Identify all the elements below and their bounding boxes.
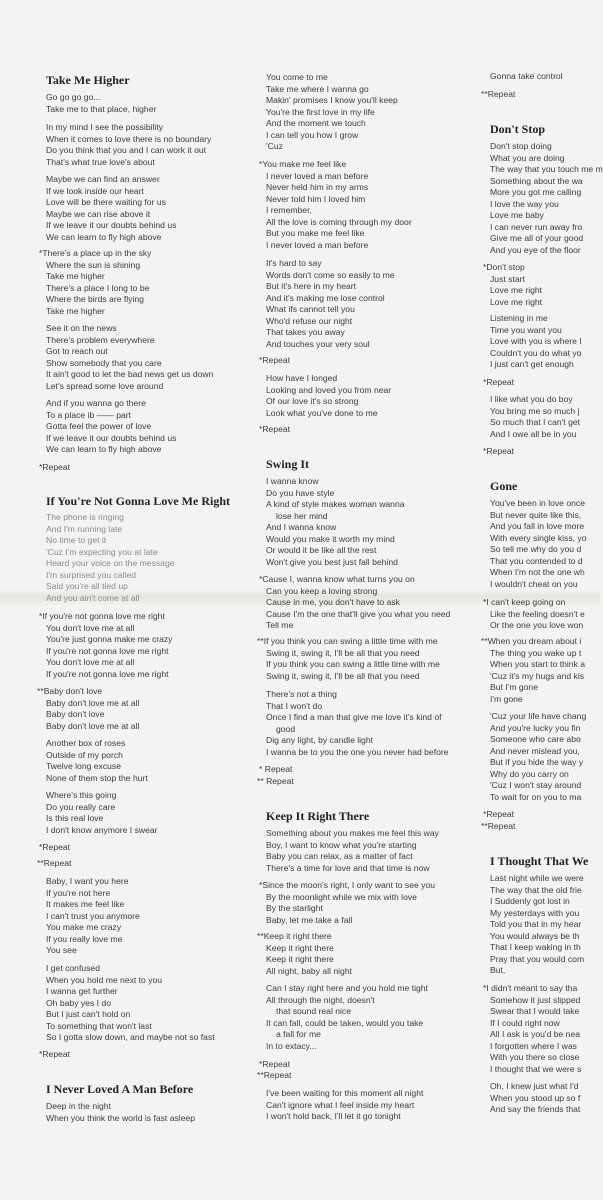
lyric-stanza: [39, 248, 152, 317]
lyric-line: With you there so close: [490, 1052, 580, 1062]
lyric-line: You're the first love in my life: [266, 106, 375, 117]
lyric-stanza: [259, 424, 291, 436]
lyric-line: a fall for me: [276, 1029, 321, 1039]
lyric-stanza: [46, 790, 158, 836]
lyric-line: It makes me feel like: [46, 899, 125, 909]
song-title: Take Me Higher: [46, 73, 130, 87]
lyric-line: Like the feeling doesn't e: [490, 608, 585, 619]
lyric-line: Take me to that place, higher: [46, 103, 157, 114]
lyric-line: Another box of roses: [46, 738, 126, 748]
lyric-line: The way that the old frie: [490, 884, 582, 895]
lyric-line: Got to reach out: [46, 346, 108, 356]
lyric-line: Once I find a man that give me love it's kind of: [266, 712, 442, 722]
lyric-line: Take me where I wanna go: [266, 83, 369, 94]
lyric-stanza: [39, 611, 173, 680]
lyric-line: Or the one you love won: [490, 620, 584, 630]
lyric-line: *If you're not gonna love me right: [39, 611, 165, 621]
lyric-line: Maybe we can rise above it: [46, 208, 151, 219]
lyric-line: Baby, let me take a fall: [266, 914, 353, 925]
lyric-line: Somehow it just slipped: [490, 994, 581, 1005]
lyric-line: When you hold me next to you: [46, 974, 163, 985]
lyric-line: If you really love me: [46, 933, 123, 944]
lyric-stanza: [46, 963, 215, 1044]
lyric-line: Deep in the night: [46, 1101, 111, 1111]
lyric-stanza: [490, 498, 586, 590]
lyric-line: Boy, I want to know what you're starting: [266, 839, 417, 850]
lyric-line: We can learn to fly high above: [46, 444, 162, 454]
lyric-line: I won't hold back, I'll let it go tonight: [266, 1111, 401, 1121]
lyric-line: I love the way you: [490, 198, 559, 209]
lyric-line: Take me higher: [46, 271, 105, 281]
lyric-line: **When you dream about i: [481, 636, 582, 646]
lyric-line: 'Cuz I'm expecting you at late: [46, 546, 158, 557]
lyric-line: Cause in me, you don't have to ask: [266, 597, 400, 607]
lyric-stanza: [490, 313, 582, 371]
lyric-line: Gonna take control: [490, 71, 563, 81]
lyric-line: All the love is coming through my door: [266, 216, 412, 227]
lyric-line: I thought that we were s: [490, 1063, 582, 1074]
lyric-line: All through the night, doesn't: [266, 994, 375, 1005]
lyric-line: If you're not gonna love me right: [46, 645, 169, 656]
lyric-line: I've been waiting for this moment all night: [266, 1088, 424, 1098]
song-title: I Never Loved A Man Before: [46, 1082, 194, 1096]
lyric-line: You would always be th: [490, 930, 580, 941]
lyric-line: Told you that in my hear: [490, 919, 582, 929]
lyric-line: Baby don't love me at all: [46, 697, 140, 708]
lyric-stanza: [39, 842, 71, 854]
lyric-stanza: [490, 71, 563, 83]
lyric-line: Would you make it worth my mind: [266, 533, 395, 544]
lyric-line: Take me higher: [46, 305, 105, 316]
lyric-line: *You make me feel like: [259, 159, 347, 169]
lyric-line: Looking and loved you from near: [266, 384, 392, 395]
lyric-stanza: [266, 72, 398, 153]
lyric-line: So I gotta slow down, and maybe not so fast: [46, 1032, 215, 1042]
lyric-stanza: [259, 159, 412, 251]
lyric-line: Or would it be like all the rest: [266, 545, 377, 555]
lyric-line: And say the friends that: [490, 1104, 581, 1114]
lyric-stanza: [481, 636, 586, 705]
lyric-line: Gotta feel the power of love: [46, 421, 152, 431]
lyric-line: Can't ignore what I feel inside my heart: [266, 1099, 415, 1110]
lyric-line: Don't stop doing: [490, 141, 552, 151]
lyric-stanza: [490, 711, 586, 803]
lyric-stanza: [37, 858, 72, 870]
lyric-line: Outside of my porch: [46, 749, 123, 760]
lyric-line: Why do you carry on: [490, 768, 569, 779]
lyric-line: How have I longed: [266, 373, 338, 383]
lyric-line: Just start: [490, 273, 525, 284]
lyric-stanza: [257, 1070, 292, 1082]
lyric-line: I wanna be to you the one you never had before: [266, 746, 449, 757]
lyric-line: When you think the world is fast asleep: [46, 1112, 196, 1123]
lyric-line: I Suddenly got lost in: [490, 896, 570, 906]
lyric-line: But if you hide the way y: [490, 757, 584, 767]
lyric-line: When you stood up so f: [490, 1092, 581, 1103]
lyric-stanza: [266, 983, 428, 1052]
lyric-line: All I ask is you'd be nea: [490, 1029, 581, 1039]
lyric-stanza: [266, 476, 405, 568]
lyric-stanza: [257, 636, 440, 682]
lyric-line: Keep it right there: [266, 942, 334, 953]
lyric-line: But you make me feel like: [266, 228, 365, 238]
lyric-line: Couldn't you do what yo: [490, 347, 582, 358]
lyric-line: But I just can't hold on: [46, 1009, 131, 1019]
lyric-line: *Repeat: [259, 355, 291, 365]
lyric-line: **Repeat: [481, 821, 516, 831]
lyric-line: That I keep waking in th: [490, 942, 581, 952]
lyric-line: *Repeat: [259, 1059, 291, 1069]
lyric-stanza: [483, 262, 543, 308]
lyric-line: Swing it, swing it, I'll be all that you need: [266, 670, 420, 681]
lyric-line: Look what you've done to me: [266, 407, 378, 418]
lyric-line: *Repeat: [259, 424, 291, 434]
lyric-stanza: [46, 92, 156, 115]
lyric-line: Baby, I want you here: [46, 876, 129, 886]
lyric-line: 'Cuz it's my hugs and kis: [490, 670, 585, 681]
lyric-line: I'm surprised you called: [46, 569, 137, 580]
lyric-line: There's problem everywhere: [46, 334, 155, 345]
lyric-line: Never held him in my arms: [266, 182, 369, 192]
lyric-stanza: [266, 689, 449, 758]
lyric-line: I don't know anymore I swear: [46, 824, 158, 835]
lyric-line: Baby you can relax, as a matter of fact: [266, 851, 413, 861]
lyric-line: That takes you away: [266, 327, 345, 337]
lyric-line: So tell me why do you d: [490, 544, 582, 554]
lyric-line: What ifs cannot tell you: [266, 304, 355, 314]
lyric-line: Time you want you: [490, 324, 562, 335]
lyric-line: Keep it right there: [266, 954, 334, 964]
lyric-line: There's a place I long to be: [46, 282, 150, 293]
lyric-line: Where the birds are flying: [46, 294, 144, 304]
lyric-line: *Repeat: [483, 377, 515, 387]
lyric-stanza: [46, 323, 213, 392]
lyric-line: By the starlight: [266, 903, 323, 913]
lyric-line: *Repeat: [39, 842, 71, 852]
lyric-stanza: [490, 873, 584, 977]
lyric-stanza: [39, 1049, 71, 1061]
lyric-line: Never told him I loved him: [266, 193, 366, 204]
lyric-line: That I won't do: [266, 700, 323, 711]
lyric-line: I remember,: [266, 205, 312, 215]
lyric-line: You don't love me at all: [46, 622, 135, 633]
lyric-line: Love will be there waiting for us: [46, 197, 166, 207]
lyric-line: Baby don't love: [46, 709, 105, 719]
lyric-line: **Repeat: [257, 1070, 292, 1080]
lyric-line: I never loved a man before: [266, 170, 369, 181]
lyric-line: And you're lucky you fin: [490, 722, 581, 733]
lyric-line: If we leave it our doubts behind us: [46, 220, 177, 230]
lyric-line: Where's this going: [46, 790, 117, 800]
lyric-line: **If you think you can swing a little time with me: [257, 636, 438, 646]
lyric-line: I wanna know: [266, 476, 319, 486]
lyric-line: *Repeat: [483, 809, 515, 819]
lyric-line: If you think you can swing a little time with me: [266, 659, 440, 669]
lyric-stanza: [490, 1081, 580, 1116]
lyric-line: **Repeat: [481, 89, 516, 99]
lyric-line: My yesterdays with you: [490, 907, 580, 918]
lyric-line: Baby don't love me at all: [46, 720, 140, 731]
lyric-line: None of them stop the hurt: [46, 772, 148, 783]
lyric-line: That's what true love's about: [46, 156, 155, 167]
lyric-line: In to extacy...: [266, 1040, 317, 1051]
lyric-line: And you fall in love more: [490, 521, 585, 531]
lyric-line: Where the sun is shining: [46, 259, 141, 270]
lyric-line: There's a time for love and that time is now: [266, 862, 430, 873]
lyric-stanza: [490, 141, 603, 256]
lyric-line: If you're not gonna love me right: [46, 668, 169, 679]
lyric-line: Do you think that you and I can work it out: [46, 145, 207, 155]
lyric-line: I wanna get further: [46, 986, 118, 996]
lyric-line: 'Cuz I won't stay around: [490, 780, 582, 790]
lyric-line: I get confused: [46, 963, 100, 973]
lyric-line: If you're not here: [46, 887, 111, 898]
lyric-line: Swing it, swing it, I'll be all that you need: [266, 647, 420, 658]
lyric-line: Who'd refuse our night: [266, 315, 353, 326]
lyric-line: There's not a thing: [266, 689, 337, 699]
lyric-stanza: [483, 446, 515, 458]
lyric-line: Of our love it's so strong: [266, 396, 359, 406]
lyric-line: Said you're all tied up: [46, 581, 128, 591]
lyric-stanza: [266, 1088, 423, 1123]
lyric-line: No time to get it: [46, 535, 107, 545]
lyric-stanza: [46, 174, 176, 243]
lyric-line: Dig any light, by candle light: [266, 735, 374, 745]
lyric-line: **Baby don't love: [37, 686, 103, 696]
lyrics-column-2: [257, 0, 486, 1200]
lyric-line: So much that I can't get: [490, 417, 581, 427]
lyric-line: Makin' promises I know you'll keep: [266, 95, 398, 105]
lyric-line: I just can't get enough: [490, 359, 574, 369]
lyric-line: You come to me: [266, 72, 328, 82]
lyric-line: Words don't come so easily to me: [266, 269, 395, 280]
lyric-line: *I didn't meant to say tha: [483, 983, 578, 993]
lyric-line: All night, baby all night: [266, 965, 352, 976]
song-title: Swing It: [266, 457, 310, 471]
lyric-line: I wouldn't cheat on you: [490, 578, 578, 589]
lyric-line: When I'm not the one wh: [490, 567, 585, 577]
lyric-line: But it's here in my heart: [266, 281, 357, 291]
lyric-stanza: [259, 574, 451, 632]
lyric-line: * Repeat: [259, 764, 293, 774]
song-title: Gone: [490, 479, 518, 493]
lyric-line: And you ain't come at all: [46, 592, 140, 603]
lyric-line: And I wanna know: [266, 522, 337, 532]
lyric-line: 'Cuz your life have chang: [490, 711, 587, 721]
lyric-line: And I'm running late: [46, 523, 123, 534]
lyric-line: And if you wanna go there: [46, 398, 146, 408]
lyric-stanza: [257, 931, 352, 977]
lyric-line: I like what you do boy: [490, 394, 573, 404]
lyric-line: A kind of style makes woman wanna: [266, 499, 405, 509]
lyric-line: Love me right: [490, 296, 543, 307]
lyric-line: *There's a place up in the sky: [39, 248, 152, 258]
lyric-stanza: [46, 1101, 195, 1124]
lyric-line: **Repeat: [37, 858, 72, 868]
lyric-stanza: [46, 738, 148, 784]
lyric-stanza: [481, 89, 516, 101]
lyric-line: But,: [490, 965, 506, 975]
lyric-line: With every single kiss, yo: [490, 532, 587, 543]
lyric-line: Something about you makes me feel this way: [266, 828, 439, 838]
lyric-stanza: [46, 876, 140, 957]
lyric-stanza: [266, 373, 391, 419]
lyric-line: You don't love me at all: [46, 657, 135, 667]
lyric-line: More you got me calling: [490, 187, 582, 197]
lyric-line: But never quite like this,: [490, 509, 582, 520]
lyric-line: And it's making me lose control: [266, 292, 385, 303]
lyric-line: Maybe we can find an answer: [46, 174, 160, 184]
lyric-line: If I could right now: [490, 1017, 560, 1028]
lyric-stanza: [481, 821, 516, 833]
lyric-line: You see: [46, 945, 77, 955]
lyric-line: When it comes to love there is no boundary: [46, 133, 212, 144]
lyric-line: *Don't stop: [483, 262, 525, 272]
lyric-line: Tell me: [266, 620, 294, 630]
lyric-line: You've been in love once: [490, 498, 585, 508]
song-title: Keep It Right There: [266, 809, 370, 823]
lyric-stanza: [483, 983, 582, 1075]
lyric-line: And you eye of the floor: [490, 244, 581, 255]
lyric-line: that sound real nice: [276, 1006, 352, 1016]
lyric-line: I can never run away fro: [490, 221, 583, 232]
lyric-line: Something about the wa: [490, 175, 583, 186]
lyric-line: *Since the moon's right, I only want to see you: [259, 880, 435, 890]
lyric-stanza: [46, 512, 175, 604]
lyric-line: To something that won't last: [46, 1020, 152, 1031]
song-title: I Thought That We: [490, 854, 589, 868]
lyric-line: You make me crazy: [46, 922, 122, 932]
lyric-line: That you contended to d: [490, 555, 583, 566]
lyric-line: We can learn to fly high above: [46, 231, 162, 242]
lyric-line: But I'm gone: [490, 682, 538, 692]
lyric-line: Love with you is where I: [490, 336, 582, 346]
lyric-line: *Repeat: [39, 462, 71, 472]
lyric-line: Last night while we were: [490, 873, 584, 883]
lyric-line: By the moonlight while we mix with love: [266, 891, 417, 902]
lyric-stanza: [259, 880, 435, 926]
lyric-line: Listening in me: [490, 313, 548, 323]
lyric-line: ** Repeat: [257, 776, 294, 786]
lyric-stanza: [257, 776, 294, 788]
lyric-line: *Repeat: [483, 446, 515, 456]
lyric-line: You're just gonna make me crazy: [46, 634, 173, 644]
song-title: Don't Stop: [490, 122, 546, 136]
lyric-line: To wait for on you to ma: [490, 791, 582, 802]
lyric-line: Won't give you best just fall behind: [266, 556, 398, 567]
lyric-stanza: [490, 394, 580, 440]
lyric-line: It ain't good to let the bad news get us down: [46, 369, 214, 379]
lyric-line: Show somebody that you care: [46, 357, 162, 368]
lyric-line: Love me right: [490, 285, 543, 295]
lyric-stanza: [46, 122, 211, 168]
lyric-line: In my mind I see the possibility: [46, 122, 164, 132]
lyric-line: And never mislead you,: [490, 745, 580, 756]
lyric-line: I can't trust you anymore: [46, 910, 140, 921]
lyric-line: To a place ib —— part: [46, 409, 132, 420]
lyric-line: When you start to think a: [490, 659, 586, 669]
lyric-line: Cause I'm the one that'll give you what you need: [266, 608, 451, 619]
lyric-stanza: [37, 686, 140, 732]
lyric-line: What you are doing: [490, 152, 565, 163]
lyric-stanza: [266, 828, 439, 874]
lyric-stanza: [259, 764, 293, 776]
lyric-line: Do you have style: [266, 487, 335, 498]
lyric-stanza: [259, 1059, 291, 1071]
lyric-line: The phone is ringing: [46, 512, 124, 522]
lyric-line: Oh baby yes I do: [46, 997, 111, 1008]
song-title: If You're Not Gonna Love Me Right: [46, 494, 230, 508]
lyric-line: Heard your voice on the message: [46, 558, 175, 568]
lyrics-column-1: [37, 0, 260, 1200]
lyric-line: Can you keep a loving strong: [266, 585, 378, 596]
lyric-stanza: [259, 355, 291, 367]
lyric-line: The thing you wake up t: [490, 647, 582, 658]
lyric-stanza: [39, 462, 71, 474]
lyric-line: And I owe all be in you: [490, 428, 577, 439]
lyric-stanza: [483, 597, 585, 632]
lyric-line: Is this real love: [46, 813, 104, 823]
lyric-line: Someone who care abo: [490, 734, 581, 744]
lyric-line: Pray that you would com: [490, 953, 585, 964]
lyric-line: **Keep it right there: [257, 931, 332, 941]
lyric-line: Go go go go...: [46, 92, 101, 102]
lyric-stanza: [483, 809, 515, 821]
lyric-line: It's hard to say: [266, 258, 322, 268]
lyric-line: good: [276, 723, 296, 734]
lyric-line: Twelve long excuse: [46, 761, 121, 771]
lyric-line: 'Cuz: [266, 141, 283, 151]
lyric-line: Swear that I would take: [490, 1006, 580, 1016]
lyric-line: *I can't keep going on: [483, 597, 566, 607]
lyric-line: If we look inside our heart: [46, 185, 144, 196]
lyric-stanza: [46, 398, 176, 456]
lyric-line: The way that you touch me m: [490, 164, 603, 174]
lyric-line: Oh, I knew just what I'd: [490, 1081, 579, 1091]
lyrics-column-3: [481, 0, 603, 1200]
lyric-line: *Cause I, wanna know what turns you on: [259, 574, 415, 584]
lyric-line: And touches your very soul: [266, 338, 370, 349]
lyric-stanza: [266, 258, 395, 350]
lyric-line: Do you really care: [46, 801, 116, 812]
lyric-line: Give me all of your good: [490, 233, 584, 243]
lyric-line: *Repeat: [39, 1049, 71, 1059]
lyric-line: I forgotten where I was: [490, 1040, 577, 1051]
lyric-line: lose her mind: [276, 510, 328, 521]
lyric-line: It can fall, could be taken, would you take: [266, 1017, 424, 1028]
lyric-line: Can I stay right here and you hold me tight: [266, 983, 428, 993]
lyric-line: I'm gone: [490, 693, 523, 704]
lyric-line: I can tell you how I grow: [266, 129, 359, 140]
lyric-line: You bring me so much j: [490, 405, 580, 416]
lyric-line: Love me baby: [490, 210, 544, 220]
lyric-stanza: [483, 377, 515, 389]
lyric-line: If we leave it our doubts behind us: [46, 432, 177, 443]
lyric-line: I never loved a man before: [266, 239, 369, 250]
lyric-line: See it on the news: [46, 323, 117, 333]
lyric-line: And the moment we touch: [266, 118, 366, 128]
lyric-line: Let's spread some love around: [46, 380, 164, 391]
